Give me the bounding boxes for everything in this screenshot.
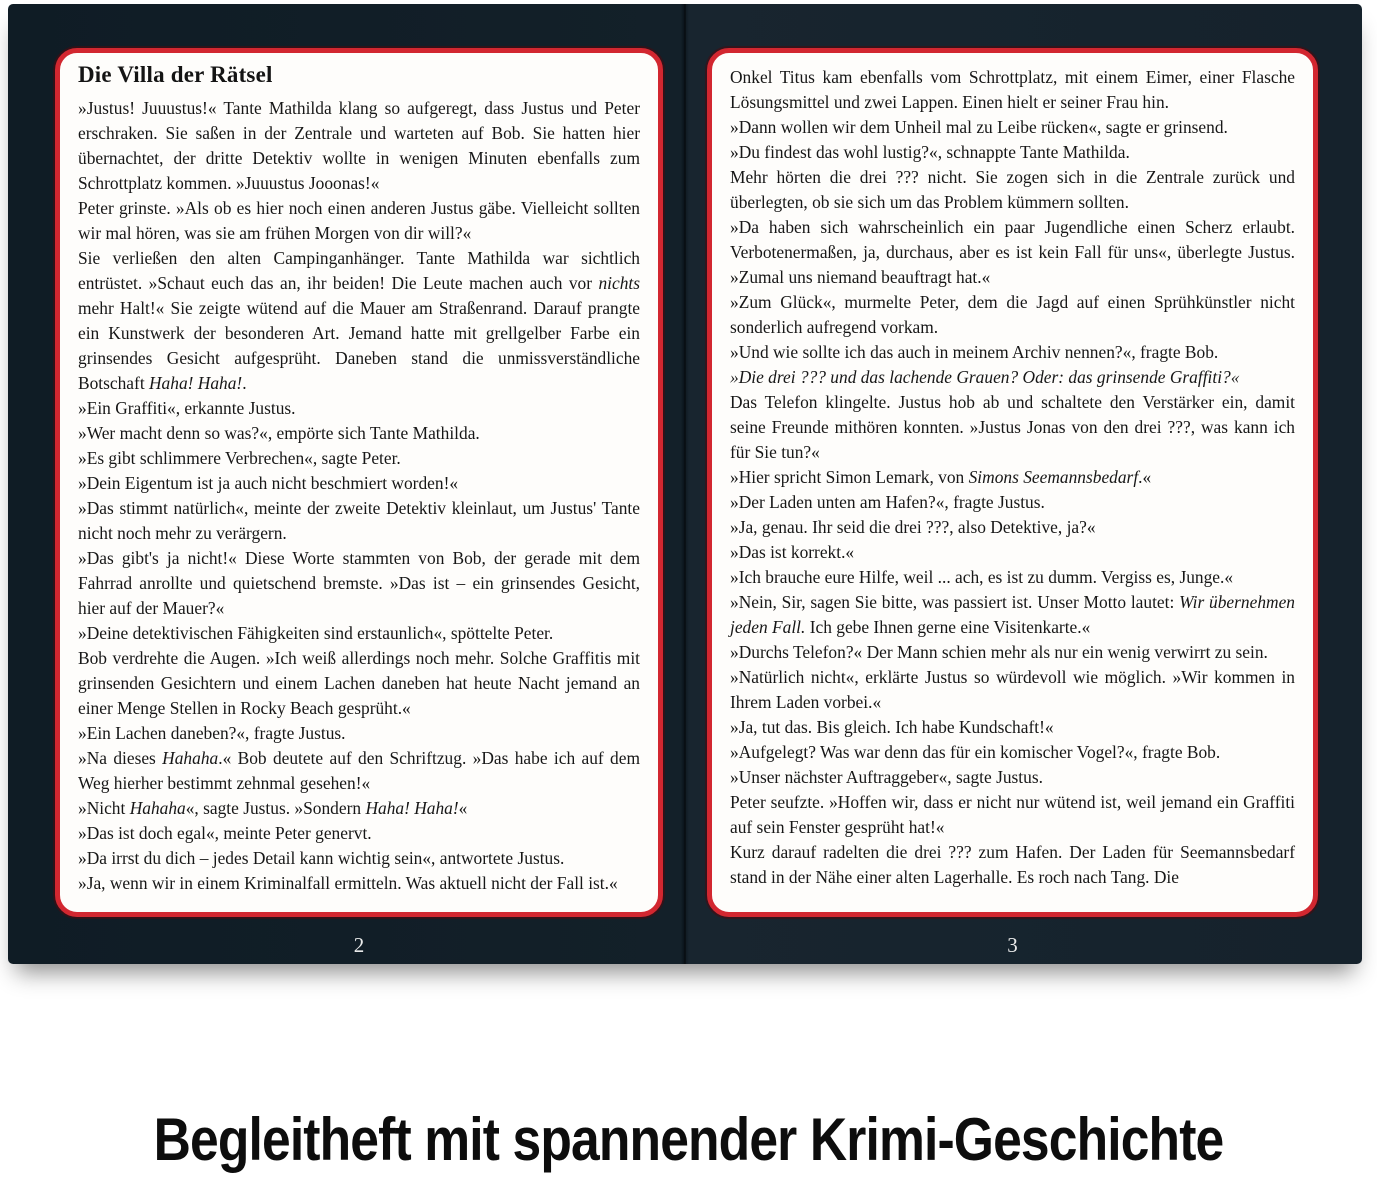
- story-text-left: [78, 96, 640, 896]
- story-paragraph: »Du findest das wohl lustig?«, schnappte Tante Mathilda.: [730, 142, 1130, 162]
- spread-gutter: [684, 4, 686, 964]
- booklet-photo: [8, 4, 1362, 964]
- story-paragraph: Kurz darauf radelten die drei ??? zum Hafen. Der Laden für Seemannsbedarf stand in der Nähe einer alten Lagerhalle. Es roch nach Tang. Die: [730, 842, 1295, 887]
- story-paragraph: »Die drei ??? und das lachende Grauen? Oder: das grinsende Graffiti?«: [730, 367, 1240, 387]
- story-paragraph: »Ja, tut das. Bis gleich. Ich habe Kundschaft!«: [730, 717, 1054, 737]
- story-paragraph: »Es gibt schlimmere Verbrechen«, sagte Peter.: [78, 448, 401, 468]
- story-paragraph: »Unser nächster Auftraggeber«, sagte Justus.: [730, 767, 1043, 787]
- story-paragraph: »Hier spricht Simon Lemark, von Simons Seemannsbedarf.«: [730, 467, 1152, 487]
- story-paragraph: »Das gibt's ja nicht!« Diese Worte stammten von Bob, der gerade mit dem Fahrrad anrollte und quietschend bremste. »Das ist – ein grinsendes Gesicht, hier auf der Mauer?«: [78, 548, 640, 618]
- story-paragraph: Das Telefon klingelte. Justus hob ab und schaltete den Verstärker ein, damit seine Freunde mithören konnten. »Justus Jonas von den drei ???, was kann ich für Sie tun?«: [730, 392, 1295, 462]
- page-left-content: [60, 53, 658, 906]
- story-title: Die Villa der Rätsel: [78, 62, 273, 87]
- story-paragraph: »Durchs Telefon?« Der Mann schien mehr als nur ein wenig verwirrt zu sein.: [730, 642, 1268, 662]
- story-paragraph: »Das stimmt natürlich«, meinte der zweite Detektiv kleinlaut, um Justus' Tante nicht noch mehr zu verärgern.: [78, 498, 640, 543]
- story-paragraph: »Das ist korrekt.«: [730, 542, 855, 562]
- story-paragraph: »Justus! Juuustus!« Tante Mathilda klang so aufgeregt, dass Justus und Peter erschraken. Sie saßen in der Zentrale und warteten auf Bob. Sie hatten hier übernachtet, der dritte Detektiv wollte in wenigen Minuten ebenfalls zum Schrottplatz kommen. »Juuustus Jooonas!«: [78, 98, 640, 193]
- story-paragraph: »Ja, genau. Ihr seid die drei ???, also Detektive, ja?«: [730, 517, 1096, 537]
- page-right-content: [712, 53, 1313, 900]
- story-paragraph: Peter seufzte. »Hoffen wir, dass er nicht nur wütend ist, weil jemand ein Graffiti auf sein Fenster gesprüht hat!«: [730, 792, 1295, 837]
- story-paragraph: »Dein Eigentum ist ja auch nicht beschmiert worden!«: [78, 473, 459, 493]
- story-paragraph: »Das ist doch egal«, meinte Peter genervt.: [78, 823, 372, 843]
- booklet-page-right: [707, 48, 1318, 917]
- booklet-page-left: [55, 48, 663, 917]
- story-paragraph: Peter grinste. »Als ob es hier noch einen anderen Justus gäbe. Vielleicht sollten wir mal hören, was sie am frühen Morgen von dir will?«: [78, 198, 640, 243]
- story-paragraph: »Nicht Hahaha«, sagte Justus. »Sondern Haha! Haha!«: [78, 798, 468, 818]
- story-paragraph: Sie verließen den alten Campinganhänger. Tante Mathilda war sichtlich entrüstet. »Schaut euch das an, ihr beiden! Die Leute machen auch vor nichts mehr Halt!« Sie zeigte wütend auf die Mauer am Straßenrand. Darauf prangte ein Kunstwerk der besonderen Art. Jemand hatte mit grellgelber Farbe ein grinsendes Gesicht aufgesprüht. Daneben stand die unmissverständliche Botschaft Haha! Haha!.: [78, 248, 640, 393]
- story-paragraph: Bob verdrehte die Augen. »Ich weiß allerdings noch mehr. Solche Graffitis mit grinsenden Gesichtern und einem Lachen daneben hat heute Nacht jemand an einer Menge Stellen in Rocky Beach gesprüht.«: [78, 648, 640, 718]
- story-paragraph: »Dann wollen wir dem Unheil mal zu Leibe rücken«, sagte er grinsend.: [730, 117, 1228, 137]
- story-paragraph: »Da irrst du dich – jedes Detail kann wichtig sein«, antwortete Justus.: [78, 848, 565, 868]
- story-paragraph: »Na dieses Hahaha.« Bob deutete auf den Schriftzug. »Das habe ich auf dem Weg hierher bestimmt zehnmal gesehen!«: [78, 748, 640, 793]
- page-number-left: 2: [353, 933, 365, 957]
- story-paragraph: »Ein Lachen daneben?«, fragte Justus.: [78, 723, 346, 743]
- story-paragraph: »Und wie sollte ich das auch in meinem Archiv nennen?«, fragte Bob.: [730, 342, 1219, 362]
- story-paragraph: »Ich brauche eure Hilfe, weil ... ach, es ist zu dumm. Vergiss es, Junge.«: [730, 567, 1234, 587]
- story-paragraph: »Wer macht denn so was?«, empörte sich Tante Mathilda.: [78, 423, 480, 443]
- story-paragraph: Mehr hörten die drei ??? nicht. Sie zogen sich in die Zentrale zurück und überlegten, ob sie sich um das Problem kümmern sollten.: [730, 167, 1295, 212]
- product-caption: Begleitheft mit spannender Krimi-Geschichte: [153, 1106, 1224, 1173]
- story-paragraph: »Der Laden unten am Hafen?«, fragte Justus.: [730, 492, 1045, 512]
- story-paragraph: »Aufgelegt? Was war denn das für ein komischer Vogel?«, fragte Bob.: [730, 742, 1221, 762]
- story-paragraph: »Ja, wenn wir in einem Kriminalfall ermitteln. Was aktuell nicht der Fall ist.«: [78, 873, 618, 893]
- page-number-right: 3: [1007, 933, 1018, 957]
- story-paragraph: Onkel Titus kam ebenfalls vom Schrottplatz, mit einem Eimer, einer Flasche Lösungsmittel und zwei Lappen. Einen hielt er seiner Frau hin.: [730, 67, 1295, 112]
- story-paragraph: »Zum Glück«, murmelte Peter, dem die Jagd auf einen Sprühkünstler nicht sonderlich aufregend vorkam.: [730, 292, 1295, 337]
- story-paragraph: »Da haben sich wahrscheinlich ein paar Jugendliche einen Scherz erlaubt. Verbotenermaßen, ja, durchaus, aber es ist kein Fall für uns«, überlegte Justus. »Zumal uns niemand beauftragt hat.«: [730, 217, 1295, 287]
- story-paragraph: »Deine detektivischen Fähigkeiten sind erstaunlich«, spöttelte Peter.: [78, 623, 554, 643]
- story-paragraph: »Ein Graffiti«, erkannte Justus.: [78, 398, 296, 418]
- story-paragraph: »Natürlich nicht«, erklärte Justus so würdevoll wie möglich. »Wir kommen in Ihrem Laden vorbei.«: [730, 667, 1295, 712]
- story-text-right: [730, 65, 1295, 890]
- story-paragraph: »Nein, Sir, sagen Sie bitte, was passiert ist. Unser Motto lautet: Wir übernehmen jeden Fall. Ich gebe Ihnen gerne eine Visitenkarte.«: [730, 592, 1295, 637]
